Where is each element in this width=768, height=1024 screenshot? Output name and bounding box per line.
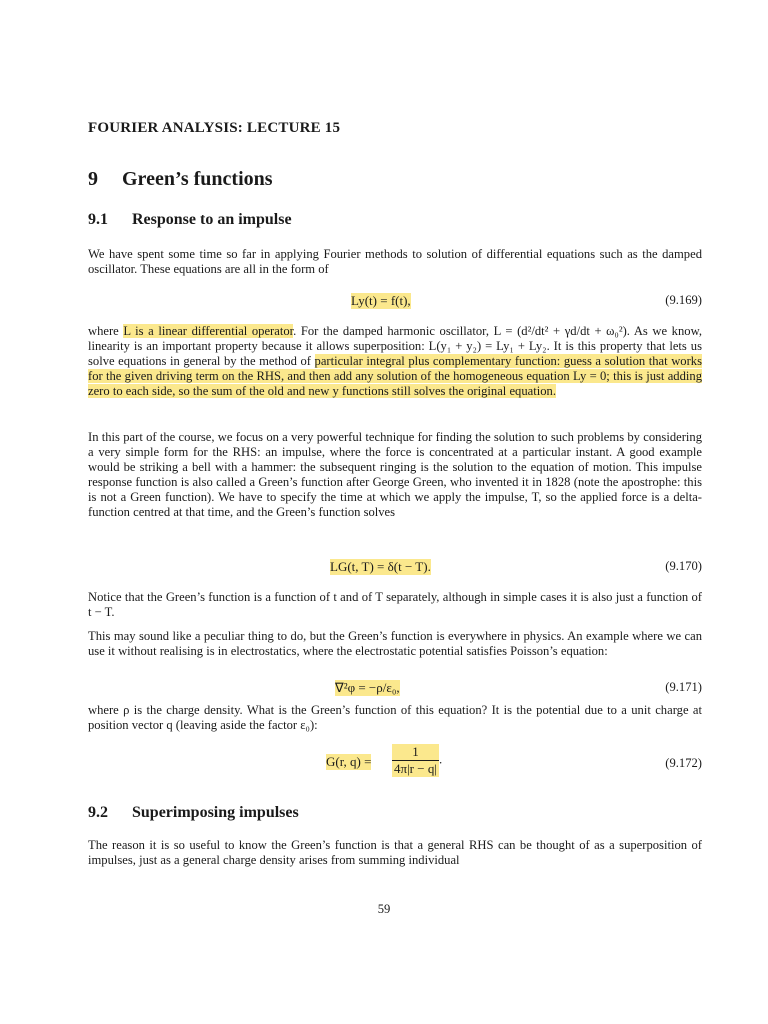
section-heading — [88, 168, 273, 191]
equation-fraction — [392, 744, 442, 777]
subsection-number: 9.1 — [88, 211, 108, 228]
paragraph-electrostatics: This may sound like a peculiar thing to do, but the Green’s function is everywhere in physics. An example where we can use it without realising is in electrostatics, where the electrostatic potential satisfies Poisson’s equation: — [88, 629, 702, 658]
section-title: Green’s functions — [122, 168, 273, 190]
fraction-numerator: 1 — [392, 744, 439, 761]
text-run: . For the damped harmonic oscillator, L = (d²/dt² + γd/dt + ω₀²). As we know, linearity is an important property because it allows superposition: L(y₁ + y₂) = Ly₁ + Ly₂. It is this property that lets us solve equations in general by the method of — [88, 324, 702, 368]
equation-expression: ∇²φ = −ρ/ε₀, — [335, 680, 400, 695]
paragraph-linear-operator — [88, 324, 702, 399]
equation-number: (9.171) — [665, 680, 702, 694]
equation-number: (9.172) — [665, 756, 702, 770]
section-number: 9 — [88, 168, 98, 190]
page-number: 59 — [377, 902, 391, 916]
subsection-title: Response to an impulse — [132, 211, 292, 228]
paragraph-impulse: In this part of the course, we focus on a very powerful technique for finding the solution to such problems by considering a very simple form for the RHS: an impulse, where the force is concentrated at a particular instant. A good example would be striking a bell with a hammer: the subsequent ringing is the solution to the equation of motion. This impulse response function is also called a Green’s function after George Green, who invented it in 1828 (note the apostrophe: this is not a Green function). We have to specify the time at which we apply the impulse, T, so the applied force is a delta-function centred at that time, and the Green’s function solves — [88, 430, 702, 519]
equation-number: (9.170) — [665, 559, 702, 573]
subsection-heading-1 — [88, 211, 292, 229]
equation-9-170 — [88, 559, 702, 579]
lecture-title: FOURIER ANALYSIS: LECTURE 15 — [88, 120, 341, 136]
paragraph-superposition: The reason it is so useful to know the Green’s function is that a general RHS can be thought of as a superposition of impulses, just as a general charge density arises from summing individual — [88, 838, 702, 867]
equation-tail: . — [438, 751, 443, 767]
equation-9-172 — [88, 744, 702, 784]
paragraph-charge-density: where ρ is the charge density. What is the Green’s function of this equation? It is the potential due to a unit charge at position vector q (leaving aside the factor ε₀): — [88, 703, 702, 732]
fraction — [392, 744, 439, 777]
subsection-number: 9.2 — [88, 804, 108, 821]
equation-expression: LG(t, T) = δ(t − T). — [330, 559, 431, 574]
equation-number: (9.169) — [665, 293, 702, 307]
highlight-run: L is a linear differential operator — [123, 324, 294, 338]
highlight-run: particular integral plus complementary function: guess a solution that works for the given driving term on the RHS, and then add any solution of the homogeneous equation Ly = 0; this is just adding zero to each side, so the sum of the old and new y functions still solves the original equation. — [88, 354, 702, 398]
subsection-title: Superimposing impulses — [132, 804, 299, 821]
equation-9-171 — [88, 680, 702, 700]
subsection-heading-2 — [88, 804, 299, 822]
fraction-denominator: 4π|r − q| — [394, 761, 437, 776]
equation-expression: Ly(t) = f(t), — [351, 293, 411, 308]
equation-9-169 — [88, 293, 702, 313]
text-run: where — [88, 324, 124, 338]
equation-lhs: G(r, q) = — [326, 754, 372, 769]
paragraph-green-function-args: Notice that the Green’s function is a function of t and of T separately, although in simple cases it is also just a function of t − T. — [88, 590, 702, 619]
paragraph-intro: We have spent some time so far in applying Fourier methods to solution of differential equations such as the damped oscillator. These equations are all in the form of — [88, 247, 702, 276]
